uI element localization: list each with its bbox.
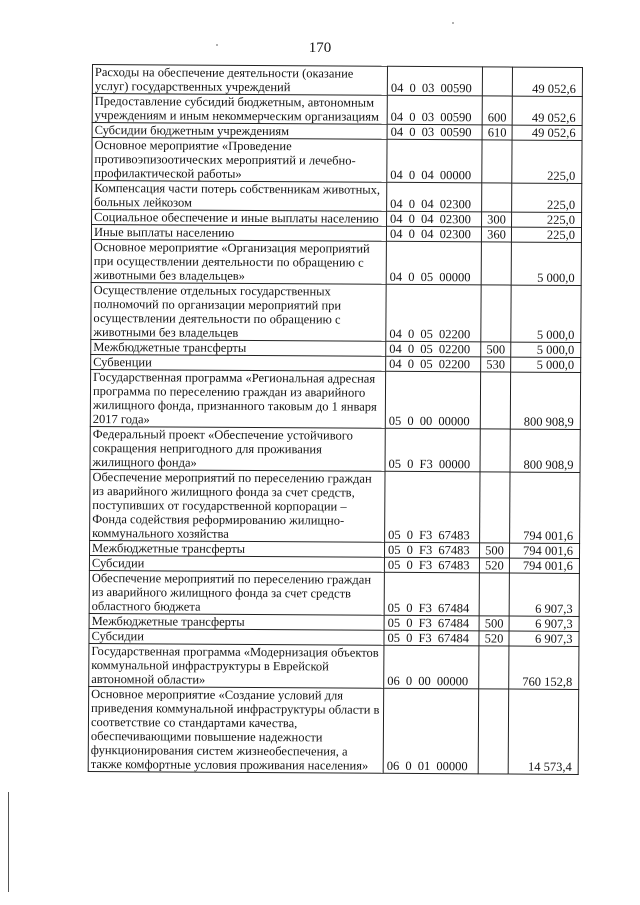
row-code: 05 0 F3 67484 xyxy=(384,615,479,631)
row-code: 05 0 F3 67484 xyxy=(384,630,479,646)
row-amount: 5 000,0 xyxy=(511,242,581,285)
row-name: Обеспечение мероприятий по переселению граждан из аварийного жилищного фонда за счет средств, поступивших от государственной корпорации – Фонда содействия реформированию жилищно-коммунального хозяйства xyxy=(90,469,385,542)
row-name: Социальное обеспечение и иные выплаты населению xyxy=(92,210,387,227)
row-expense-type xyxy=(482,140,512,183)
row-name: Обеспечение мероприятий по переселению граждан из аварийного жилищного фонда за счет средств областного бюджета xyxy=(89,570,384,615)
row-code: 04 0 05 02200 xyxy=(386,284,481,342)
row-expense-type: 500 xyxy=(481,342,511,357)
row-name: Государственная программа «Модернизация объектов коммунальной инфраструктуры в Еврейской автономной области» xyxy=(89,643,384,688)
row-name: Иные выплаты населению xyxy=(91,225,386,242)
row-expense-type: 500 xyxy=(479,616,509,631)
row-amount: 760 152,8 xyxy=(509,646,579,689)
scan-speck xyxy=(216,44,218,46)
row-code: 04 0 04 02300 xyxy=(387,182,482,212)
row-name: Расходы на обеспечение деятельности (оказание услуг) государственных учреждений xyxy=(92,65,387,96)
row-amount: 5 000,0 xyxy=(511,357,581,372)
row-code: 04 0 04 02300 xyxy=(386,226,481,242)
row-amount: 5 000,0 xyxy=(511,285,581,342)
table-row xyxy=(88,686,579,774)
row-name: Субвенции xyxy=(91,354,386,371)
row-code: 06 0 01 00000 xyxy=(383,688,479,774)
row-expense-type xyxy=(480,372,510,429)
row-name: Основное мероприятие «Проведение противоэпизоотических мероприятий и лечебно-профилактической работы» xyxy=(92,138,387,183)
table-row xyxy=(92,65,582,97)
row-expense-type: 520 xyxy=(479,631,509,646)
row-amount: 5 000,0 xyxy=(511,342,581,357)
row-expense-type xyxy=(480,429,510,472)
row-amount: 225,0 xyxy=(512,183,582,212)
row-amount: 14 573,4 xyxy=(508,689,579,774)
table-row xyxy=(89,643,579,689)
row-name: Межбюджетные трансферты xyxy=(91,339,386,356)
table-row xyxy=(92,138,582,184)
row-code: 04 0 05 00000 xyxy=(386,241,481,285)
row-amount: 6 907,3 xyxy=(509,631,579,646)
row-amount: 6 907,3 xyxy=(509,616,579,631)
row-code: 04 0 05 02200 xyxy=(386,356,481,372)
table-row xyxy=(89,570,579,616)
row-expense-type xyxy=(480,472,510,543)
row-expense-type xyxy=(479,646,509,689)
row-amount: 49 052,6 xyxy=(512,67,582,96)
table-row xyxy=(92,94,582,126)
row-amount: 800 908,9 xyxy=(510,429,580,472)
row-amount: 225,0 xyxy=(511,227,581,242)
row-name: Осуществление отдельных государственных полномочий по организации мероприятий при осуществлении деятельности по обращению с животными без владельцев xyxy=(91,282,386,341)
row-expense-type: 530 xyxy=(481,357,511,372)
row-code: 05 0 F3 67483 xyxy=(384,557,479,573)
row-amount: 49 052,6 xyxy=(512,125,582,140)
budget-table xyxy=(88,64,583,775)
row-expense-type xyxy=(481,242,511,285)
row-expense-type: 610 xyxy=(482,125,512,140)
scan-speck xyxy=(452,22,454,24)
row-code: 05 0 F3 00000 xyxy=(385,428,480,472)
row-name: Субсидии бюджетным учреждениям xyxy=(92,123,387,140)
row-expense-type: 300 xyxy=(482,212,512,227)
row-code: 04 0 05 02200 xyxy=(386,341,481,357)
table-row xyxy=(90,426,580,472)
row-name: Субсидии xyxy=(89,555,384,572)
row-expense-type xyxy=(482,67,512,96)
row-expense-type: 360 xyxy=(481,227,511,242)
row-amount: 794 001,6 xyxy=(509,558,579,573)
row-code: 05 0 F3 67483 xyxy=(384,542,479,558)
row-amount: 794 001,6 xyxy=(509,543,579,558)
row-name: Предоставление субсидий бюджетным, автономным учреждениям и иным некоммерческим организациям xyxy=(92,94,387,125)
row-name: Межбюджетные трансферты xyxy=(89,613,384,630)
row-amount: 6 907,3 xyxy=(509,573,579,616)
row-amount: 800 908,9 xyxy=(510,372,580,429)
table-row xyxy=(91,239,581,285)
row-code: 04 0 04 00000 xyxy=(387,139,482,183)
row-name: Субсидии xyxy=(89,628,384,645)
row-amount: 225,0 xyxy=(512,212,582,227)
table-row xyxy=(91,282,581,342)
row-name: Компенсация части потерь собственникам животных, больных лейкозом xyxy=(92,181,387,212)
row-amount: 794 001,6 xyxy=(510,472,580,543)
scan-margin-line xyxy=(8,792,9,892)
row-expense-type xyxy=(478,689,509,774)
table-row xyxy=(90,469,580,543)
table-row xyxy=(92,181,582,213)
row-name: Основное мероприятие «Организация мероприятий при осуществлении деятельности по обращению с животными без владельцев» xyxy=(91,239,386,284)
row-expense-type xyxy=(479,573,509,616)
row-name: Межбюджетные трансферты xyxy=(89,540,384,557)
table-row xyxy=(90,369,580,429)
row-expense-type: 600 xyxy=(482,96,512,125)
row-code: 06 0 00 00000 xyxy=(384,645,479,689)
row-amount: 49 052,6 xyxy=(512,96,582,125)
row-expense-type: 500 xyxy=(479,543,509,558)
page-number: 170 xyxy=(308,40,332,56)
row-expense-type xyxy=(481,285,511,342)
row-code: 05 0 00 00000 xyxy=(385,371,480,429)
row-name: Основное мероприятие «Создание условий для приведения коммунальной инфраструктуры области в соответствие со стандартами качества, обеспечивающими повышение надежности функционирования систем жизнеобеспечения, а также комфортные условия проживания населения» xyxy=(88,686,384,773)
row-expense-type: 520 xyxy=(479,558,509,573)
row-amount: 225,0 xyxy=(512,140,582,183)
row-code: 05 0 F3 67484 xyxy=(384,572,479,616)
row-name: Государственная программа «Региональная адресная программа по переселению граждан из аварийного жилищного фонда, признанного таковым до 1 января 2017 года» xyxy=(90,369,385,428)
row-code: 05 0 F3 67483 xyxy=(385,471,480,543)
row-code: 04 0 03 00590 xyxy=(387,95,482,125)
row-name: Федеральный проект «Обеспечение устойчивого сокращения непригодного для проживания жилищного фонда» xyxy=(90,426,385,471)
row-code: 04 0 04 02300 xyxy=(387,211,482,227)
row-code: 04 0 03 00590 xyxy=(387,124,482,140)
row-code: 04 0 03 00590 xyxy=(387,66,482,96)
row-expense-type xyxy=(482,183,512,212)
